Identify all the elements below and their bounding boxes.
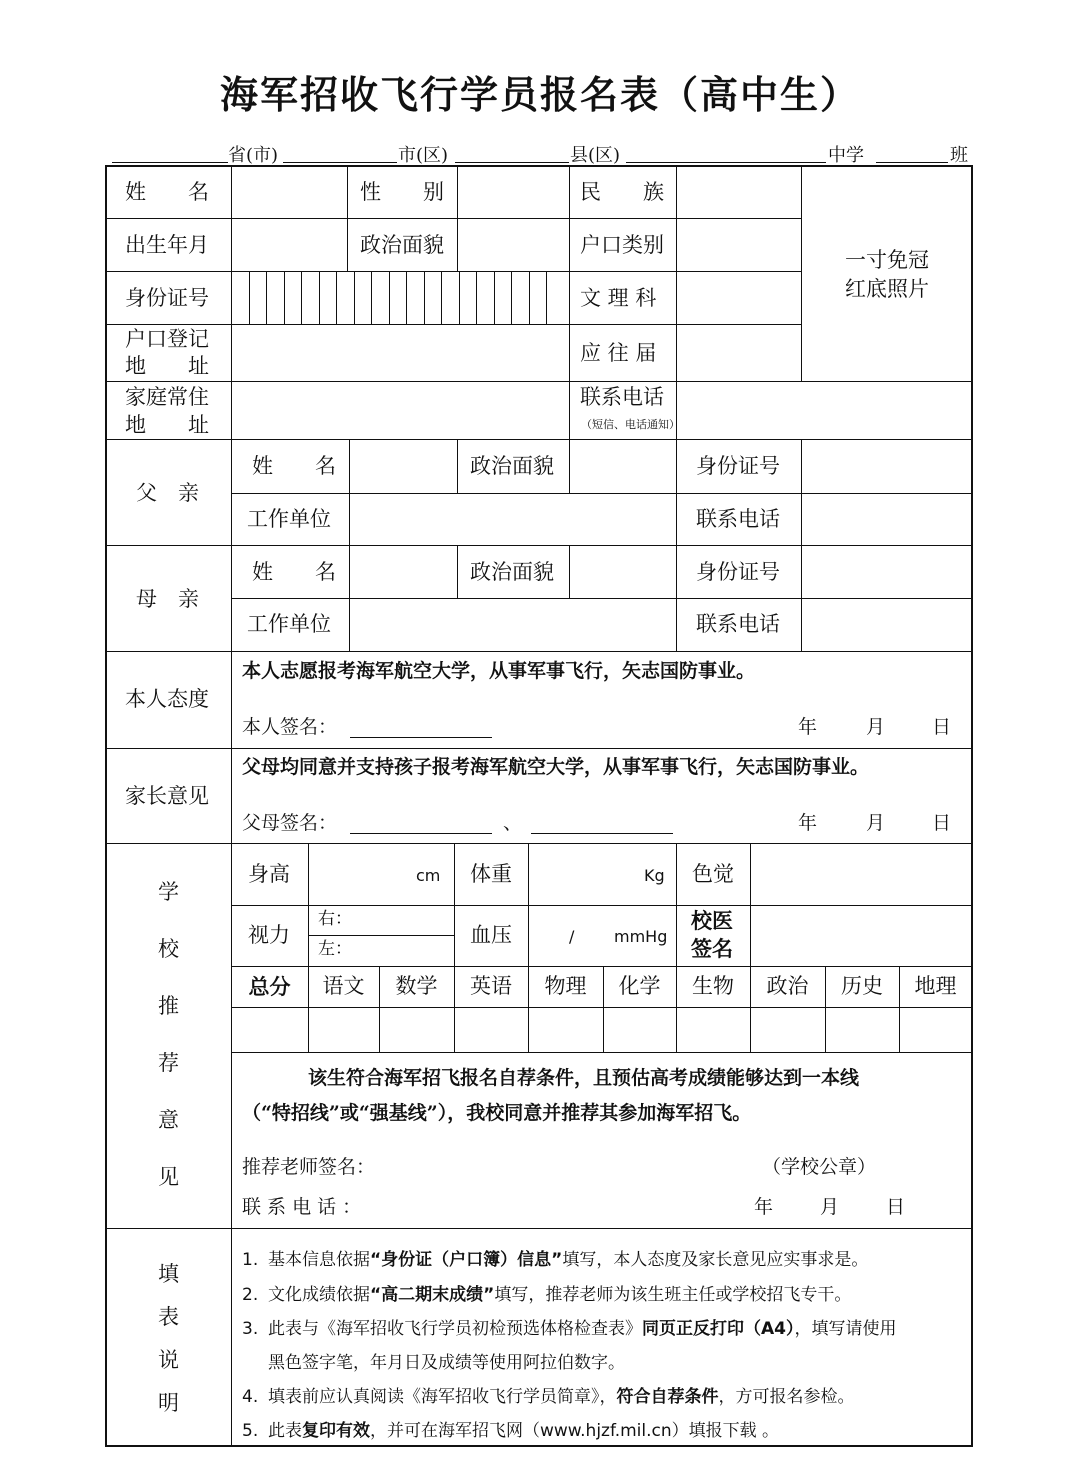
doctor-label-2: 签名 xyxy=(691,936,733,961)
attitude-statement: 本人志愿报考海军航空大学，从事军事飞行，矢志国防事业。 xyxy=(242,660,756,682)
parents-month: 月 xyxy=(866,812,886,834)
grad-status-label: 应 往 届 xyxy=(580,341,657,365)
color-vision-label: 色觉 xyxy=(692,862,734,886)
father-political-label: 政治面貌 xyxy=(470,454,554,478)
county-field[interactable] xyxy=(455,162,569,163)
school-field[interactable] xyxy=(626,162,826,163)
school-day: 日 xyxy=(886,1196,906,1218)
school-rec-char: 校 xyxy=(158,937,179,961)
class-field[interactable] xyxy=(876,162,948,163)
parents-sign-sep: 、 xyxy=(503,812,523,834)
parents-sign-label: 父母签名： xyxy=(242,812,338,834)
rec-text-line-2: （“特招线”或“强基线”），我校同意并推荐其参加海军招飞。 xyxy=(242,1102,752,1124)
subject-physics: 物理 xyxy=(544,974,587,998)
parents-day: 日 xyxy=(932,812,952,834)
notes-label-char: 说 xyxy=(158,1348,179,1372)
doctor-label-1: 校医 xyxy=(691,908,733,933)
subject-biology: 生物 xyxy=(692,974,734,998)
school-seal-label: （学校公章） xyxy=(762,1156,877,1178)
attitude-day: 日 xyxy=(932,716,952,738)
school-month: 月 xyxy=(820,1196,840,1218)
father-label: 父 亲 xyxy=(136,481,199,505)
city-label: 市(区) xyxy=(398,145,449,166)
subject-english: 英语 xyxy=(470,974,512,998)
mother-sign-field[interactable] xyxy=(531,833,673,834)
rec-text-line-1: 该生符合海军招飞报名自荐条件，且预估高考成绩能够达到一本线 xyxy=(308,1067,860,1089)
height-label: 身高 xyxy=(248,862,290,886)
mother-phone-label: 联系电话 xyxy=(696,612,780,636)
parents-label: 家长意见 xyxy=(125,784,209,808)
father-sign-field[interactable] xyxy=(350,833,492,834)
home-addr-label-1: 家庭常住 xyxy=(125,385,209,409)
vision-left-label: 左： xyxy=(318,939,352,959)
mother-label: 母 亲 xyxy=(136,587,199,611)
attitude-month: 月 xyxy=(866,716,886,738)
province-field[interactable] xyxy=(112,162,228,163)
birth-label: 出生年月 xyxy=(125,233,209,257)
gender-label: 性 别 xyxy=(360,180,444,204)
school-label: 中学 xyxy=(828,145,864,166)
mother-id-label: 身份证号 xyxy=(696,560,780,584)
vision-right-label: 右： xyxy=(318,909,352,929)
mother-political-label: 政治面貌 xyxy=(470,560,554,584)
reg-addr-label-2: 地 址 xyxy=(125,354,209,378)
school-rec-char: 推 xyxy=(158,994,179,1018)
reg-addr-label-1: 户口登记 xyxy=(125,327,209,351)
location-line xyxy=(0,139,1080,165)
father-employer-label: 工作单位 xyxy=(247,507,331,531)
subject-math: 数学 xyxy=(395,974,438,998)
phone-note: （短信、电话通知） xyxy=(581,418,680,431)
height-unit: cm xyxy=(416,866,441,885)
subject-chinese: 语文 xyxy=(322,974,365,998)
subject-history: 历史 xyxy=(841,974,883,998)
subject-chemistry: 化学 xyxy=(618,974,661,998)
attitude-year: 年 xyxy=(798,716,818,738)
blood-pressure-label: 血压 xyxy=(470,923,512,947)
mother-employer-label: 工作单位 xyxy=(247,612,331,636)
parents-year: 年 xyxy=(798,812,818,834)
home-addr-label-2: 地 址 xyxy=(125,413,209,437)
province-label: 省(市) xyxy=(228,145,279,166)
school-rec-char: 学 xyxy=(158,880,179,904)
page-title: 海军招收飞行学员报名表（高中生） xyxy=(219,72,860,117)
attitude-label: 本人态度 xyxy=(125,687,209,711)
class-label: 班 xyxy=(950,145,968,166)
notes-label-char: 表 xyxy=(158,1305,179,1329)
note-item: 2. 文化成绩依据“高二期末成绩”填写，推荐老师为该生班主任或学校招飞专干。 xyxy=(242,1285,852,1305)
bp-slash: / xyxy=(569,927,575,946)
subject-total: 总分 xyxy=(248,974,291,999)
father-phone-label: 联系电话 xyxy=(696,507,780,531)
phone-label: 联系电话 xyxy=(580,385,664,409)
hukou-type-label: 户口类别 xyxy=(580,233,664,257)
school-year: 年 xyxy=(754,1196,774,1218)
note-item: 黑色签字笔，年月日及成绩等使用阿拉伯数字。 xyxy=(268,1353,625,1373)
parents-statement: 父母均同意并支持孩子报考海军航空大学，从事军事飞行，矢志国防事业。 xyxy=(242,756,870,778)
weight-label: 体重 xyxy=(470,862,512,886)
notes-label-char: 明 xyxy=(158,1391,179,1415)
arts-science-label: 文 理 科 xyxy=(580,286,657,310)
subject-politics: 政治 xyxy=(766,974,809,998)
self-sign-field[interactable] xyxy=(350,737,492,738)
ethnicity-label: 民 族 xyxy=(580,180,664,204)
vision-label: 视力 xyxy=(248,923,290,947)
bp-unit: mmHg xyxy=(614,927,668,946)
photo-label-1: 一寸免冠 xyxy=(845,248,929,272)
father-id-label: 身份证号 xyxy=(696,454,780,478)
id-number-label: 身份证号 xyxy=(125,286,209,310)
note-item: 5. 此表复印有效，并可在海军招飞网（www.hjzf.mil.cn）填报下载 。 xyxy=(242,1421,780,1441)
county-label: 县(区) xyxy=(570,145,621,166)
notes-label-char: 填 xyxy=(158,1262,179,1286)
self-sign-label: 本人签名： xyxy=(242,716,338,738)
name-label: 姓 名 xyxy=(125,180,209,204)
mother-name-label: 姓 名 xyxy=(252,560,336,584)
note-item: 4. 填表前应认真阅读《海军招收飞行学员简章》，符合自荐条件，方可报名参检。 xyxy=(242,1387,855,1407)
contact-phone-label: 联 系 电 话 ： xyxy=(242,1196,362,1218)
teacher-sign-label: 推荐老师签名： xyxy=(242,1156,376,1178)
city-field[interactable] xyxy=(283,162,397,163)
photo-label-2: 红底照片 xyxy=(845,277,929,301)
weight-unit: Kg xyxy=(644,866,665,885)
father-name-label: 姓 名 xyxy=(252,454,336,478)
note-item: 3. 此表与《海军招收飞行学员初检预选体格检查表》同页正反打印（A4），填写请使用 xyxy=(242,1319,897,1339)
subject-geography: 地理 xyxy=(914,974,957,998)
school-rec-char: 荐 xyxy=(158,1051,179,1075)
school-rec-char: 意 xyxy=(158,1108,179,1132)
school-rec-char: 见 xyxy=(158,1165,179,1189)
political-label: 政治面貌 xyxy=(360,233,444,257)
note-item: 1. 基本信息依据“身份证（户口簿）信息”填写，本人态度及家长意见应实事求是。 xyxy=(242,1250,869,1270)
